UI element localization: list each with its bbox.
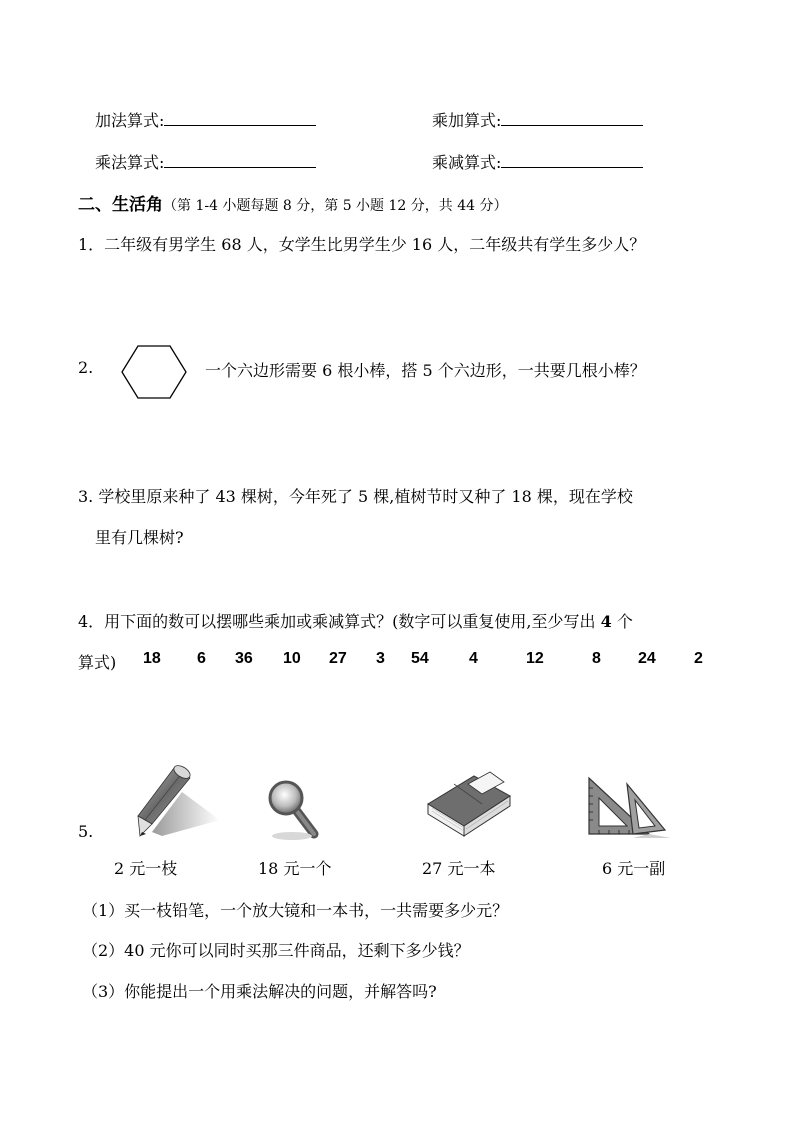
book-icon (424, 764, 512, 840)
question-4-text-a: 4．用下面的数可以摆哪些乘加或乘减算式？(数字可以重复使用,至少写出 (78, 612, 601, 631)
number-item: 8 (592, 650, 601, 667)
section-title: 二、生活角 (78, 195, 163, 215)
pencil-icon (132, 762, 222, 840)
pencil-price: 2 元一枝 (114, 859, 178, 878)
number-item: 54 (411, 650, 429, 667)
question-4-count: 4 (600, 612, 612, 631)
magnifier-icon (266, 778, 322, 842)
question-3-line-2: 里有几棵树? (95, 528, 184, 547)
multiply-add-formula-row (432, 108, 643, 131)
set-square-price: 6 元一副 (602, 859, 666, 878)
multiply-subtract-formula-blank[interactable] (501, 153, 643, 168)
number-item: 36 (235, 650, 253, 667)
number-item: 12 (526, 650, 544, 667)
question-2-number: 2. (78, 358, 94, 377)
section-score-note: （第 1-4 小题每题 8 分，第 5 小题 12 分，共 44 分） (163, 198, 508, 214)
multiply-add-formula-label: 乘加算式: (432, 111, 502, 130)
number-item: 10 (283, 650, 301, 667)
multiply-subtract-formula-row (432, 150, 643, 173)
question-1: 1．二年级有男学生 68 人，女学生比男学生少 16 人，二年级共有学生多少人？ (78, 235, 646, 254)
question-5-sub-3: （3）你能提出一个用乘法解决的问题，并解答吗? (82, 982, 437, 1001)
multiply-subtract-formula-label: 乘减算式: (432, 153, 502, 172)
number-item: 4 (469, 650, 478, 667)
question-4-prefix: 算式) (78, 653, 117, 672)
number-item: 3 (376, 650, 385, 667)
number-item: 24 (638, 650, 656, 667)
section-heading (78, 190, 508, 215)
multiplication-formula-label: 乘法算式: (95, 153, 165, 172)
number-item: 27 (329, 650, 347, 667)
multiply-add-formula-blank[interactable] (501, 111, 643, 126)
number-item: 18 (143, 650, 161, 667)
question-4-text-b: 个 (611, 612, 633, 631)
magnifier-price: 18 元一个 (258, 859, 332, 878)
addition-formula-label: 加法算式: (95, 111, 165, 130)
question-5-sub-2: （2）40 元你可以同时买那三件商品，还剩下多少钱？ (82, 941, 470, 960)
book-price: 27 元一本 (422, 859, 496, 878)
question-5-number: 5. (78, 822, 94, 841)
number-list (0, 650, 793, 672)
question-5-sub-1: （1）买一枝铅笔，一个放大镜和一本书，一共需要多少元？ (82, 901, 509, 920)
addition-formula-blank[interactable] (164, 111, 316, 126)
question-3-line-1: 3. 学校里原来种了 43 棵树，今年死了 5 棵,植树节时又种了 18 棵，现在学校 (78, 487, 633, 506)
hexagon-icon (120, 344, 188, 400)
set-square-icon (583, 774, 673, 840)
question-2-text: 一个六边形需要 6 根小棒，搭 5 个六边形，一共要几根小棒？ (205, 361, 646, 380)
number-item: 2 (694, 650, 703, 667)
number-item: 6 (197, 650, 206, 667)
question-4-line-1 (78, 609, 633, 632)
addition-formula-row (95, 108, 316, 131)
multiplication-formula-row (95, 150, 316, 173)
multiplication-formula-blank[interactable] (164, 153, 316, 168)
